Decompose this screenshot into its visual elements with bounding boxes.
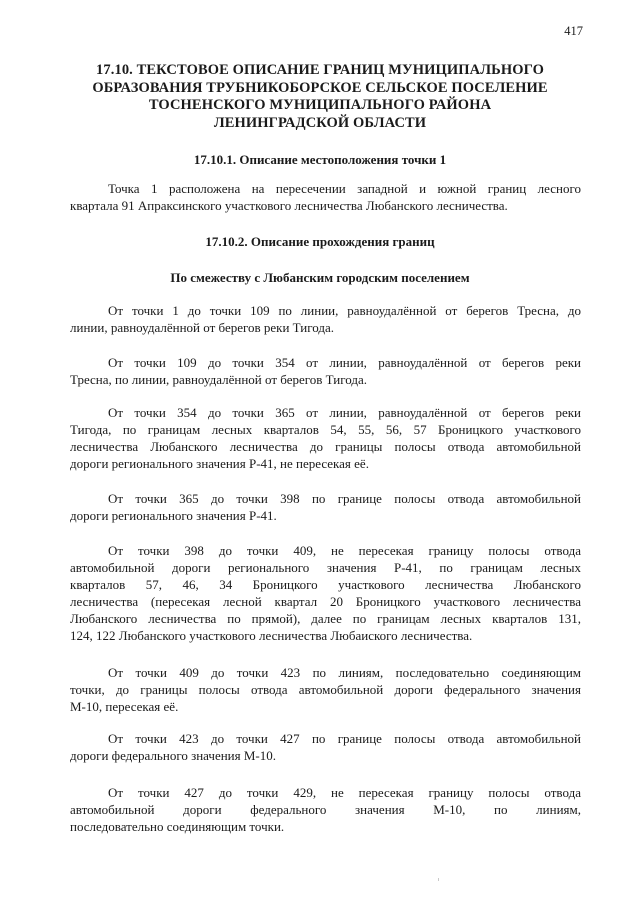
boundary-paragraph xyxy=(70,302,581,336)
text-line: От точки 423 до точки 427 по границе полосы отвода автомобильной xyxy=(108,731,581,746)
text-line: автомобильной дороги федерального значения М-10, по линиям, xyxy=(70,802,581,817)
text-line: лесничества (пересекая лесной квартал 20 Броницкого участкового лесничества xyxy=(70,594,581,609)
boundary-paragraph xyxy=(70,354,581,388)
text-line: лесничества Любанского лесничества до границы полосы отвода автомобильной xyxy=(70,439,581,454)
text-line: М-10, пересекая её. xyxy=(70,699,179,714)
text-line: квартала 91 Апраксинского участкового лесничества Любанского лесничества. xyxy=(70,198,508,213)
text-line: 124, 122 Любанского участкового лесничества Любаиского лесничества. xyxy=(70,628,473,643)
text-line: кварталов 57, 46, 34 Броницкого участкового лесничества Любанского xyxy=(70,577,581,592)
section-1-paragraph xyxy=(70,180,581,214)
document-title xyxy=(60,62,580,132)
boundary-paragraph xyxy=(70,490,581,524)
boundary-paragraph xyxy=(70,784,581,835)
text-line: От точки 354 до точки 365 от линии, равноудалённой от берегов реки xyxy=(108,405,581,420)
text-line: дороги регионального значения Р-41, не пересекая её. xyxy=(70,456,369,471)
text-line: дороги федерального значения М-10. xyxy=(70,748,277,763)
title-line: 17.10. ТЕКСТОВОЕ ОПИСАНИЕ ГРАНИЦ МУНИЦИПАЛЬНОГО xyxy=(96,62,544,78)
title-line: ОБРАЗОВАНИЯ ТРУБНИКОБОРСКОЕ СЕЛЬСКОЕ ПОСЕЛЕНИЕ xyxy=(92,79,548,96)
text-line: автомобильной дороги регионального значения Р-41, по границам лесных xyxy=(70,560,581,575)
text-line: точки, до границы полосы отвода автомобильной дороги федерального значения xyxy=(70,682,581,697)
text-line: От точки 398 до точки 409, не пересекая границу полосы отвода xyxy=(108,543,581,558)
text-line: От точки 1 до точки 109 по линии, равноудалённой от берегов Тресна, до xyxy=(108,303,581,318)
text-line: От точки 109 до точки 354 от линии, равноудалённой от берегов реки xyxy=(108,355,581,370)
boundary-paragraph xyxy=(70,542,581,644)
text-line: линии, равноудалённой от берегов реки Тигода. xyxy=(70,320,335,335)
boundary-paragraph xyxy=(70,730,581,764)
text-line: Точка 1 расположена на пересечении западной и южной границ лесного xyxy=(108,181,581,196)
section-2-heading: 17.10.2. Описание прохождения границ xyxy=(205,234,435,249)
text-line: Тигода, по границам лесных кварталов 54, 55, 56, 57 Броницкого участкового xyxy=(70,422,581,437)
title-line: ТОСНЕНСКОГО МУНИЦИПАЛЬНОГО РАЙОНА xyxy=(148,97,492,113)
text-line: От точки 427 до точки 429, не пересекая границу полосы отвода xyxy=(108,785,581,800)
section-1-heading: 17.10.1. Описание местоположения точки 1 xyxy=(193,152,447,167)
text-line: От точки 409 до точки 423 по линиям, последовательно соединяющим xyxy=(108,665,581,680)
boundary-paragraph xyxy=(70,404,581,472)
title-line: ЛЕНИНГРАДСКОЙ ОБЛАСТИ xyxy=(213,114,427,131)
scan-speck xyxy=(438,878,439,881)
boundary-paragraph xyxy=(70,664,581,715)
text-line: дороги регионального значения Р-41. xyxy=(70,508,277,523)
section-2-subheading: По смежеству с Любанским городским поселением xyxy=(170,270,470,285)
page-number: 417 xyxy=(564,24,583,38)
text-line: От точки 365 до точки 398 по границе полосы отвода автомобильной xyxy=(108,491,581,506)
text-line: Любанского лесничества по прямой), далее по границам лесных кварталов 131, xyxy=(70,611,581,626)
text-line: Тресна, по линии, равноудалённой от берегов Тигода. xyxy=(70,372,367,387)
text-line: последовательно соединяющим точки. xyxy=(70,819,285,834)
